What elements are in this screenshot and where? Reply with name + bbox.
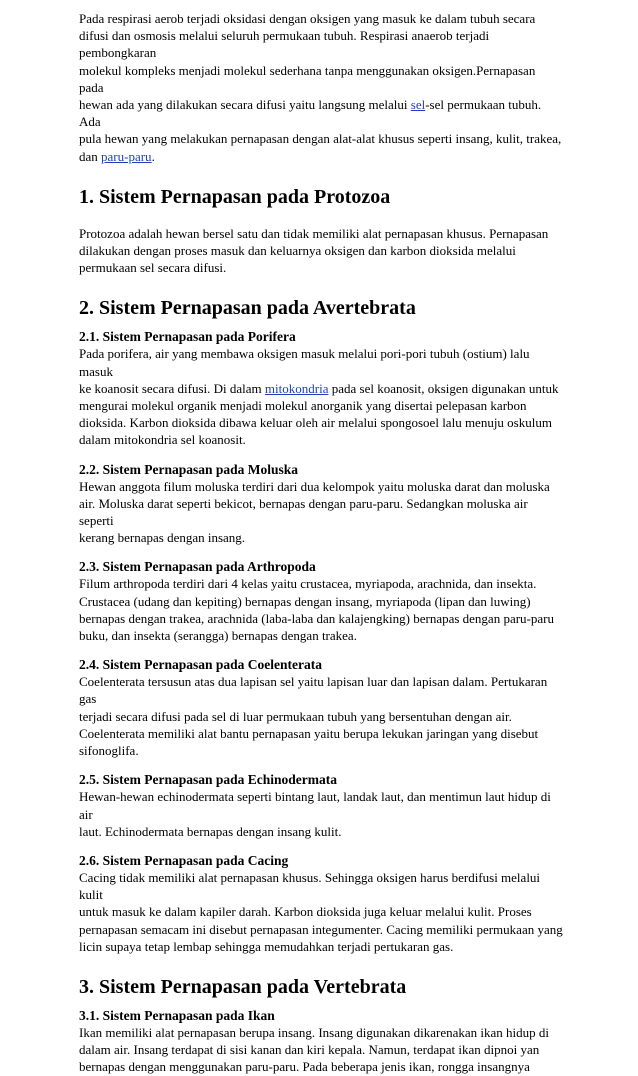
paragraph-text: ke koanosit secara difusi. Di dalam xyxy=(79,380,265,396)
paragraph-line: Hewan-hewan echinodermata seperti bintang laut, landak laut, dan mentimun laut hidup di air xyxy=(79,789,551,822)
link-mitokondria[interactable]: mitokondria xyxy=(264,380,329,396)
paragraph-line: Pada porifera, air yang membawa oksigen masuk melalui pori-pori tubuh (ostium) lalu masuk xyxy=(79,346,530,379)
intro-line: difusi dan osmosis melalui seluruh permukaan tubuh. Respirasi anaerob terjadi pembongkaran xyxy=(79,28,490,61)
subheading-cacing: 2.6. Sistem Pernapasan pada Cacing xyxy=(79,852,289,868)
paragraph-line: pernapasan semacam ini disebut pernapasan integumenter. Cacing memiliki permukaan yang xyxy=(79,921,563,937)
paragraph-text: pada sel koanosit, oksigen digunakan untuk xyxy=(328,380,559,396)
subheading-ikan: 3.1. Sistem Pernapasan pada Ikan xyxy=(79,1007,275,1023)
paragraph-line: laut. Echinodermata bernapas dengan insang kulit. xyxy=(79,823,342,839)
echinodermata-paragraph xyxy=(79,788,563,840)
intro-text: . xyxy=(151,148,155,164)
intro-line: pula hewan yang melakukan pernapasan dengan alat-alat khusus seperti insang, kulit, trakea, xyxy=(79,131,562,147)
arthropoda-paragraph xyxy=(79,575,563,644)
document-body xyxy=(79,10,563,1076)
section-heading-protozoa: 1. Sistem Pernapasan pada Protozoa xyxy=(79,185,391,208)
paragraph-line: Coelenterata tersusun atas dua lapisan sel yaitu lapisan luar dan lapisan dalam. Pertukaran gas xyxy=(79,674,548,707)
paragraph-line: Ikan memiliki alat pernapasan berupa insang. Insang digunakan dikarenakan ikan hidup di xyxy=(79,1024,550,1040)
cacing-paragraph xyxy=(79,869,563,955)
intro-text: -sel permukaan tubuh. Ada xyxy=(79,97,542,130)
subheading-moluska: 2.2. Sistem Pernapasan pada Moluska xyxy=(79,461,299,477)
ikan-paragraph xyxy=(79,1024,563,1076)
paragraph-line: licin supaya tetap lembap sehingga memudahkan terjadi pertukaran gas. xyxy=(79,938,454,954)
intro-text: hewan ada yang dilakukan secara difusi yaitu langsung melalui xyxy=(79,97,411,113)
section-heading-vertebrata: 3. Sistem Pernapasan pada Vertebrata xyxy=(79,975,407,998)
intro-line xyxy=(79,148,563,165)
link-paru-paru[interactable]: paru-paru xyxy=(101,148,152,164)
paragraph-line: bernapas dengan trakea, arachnida (laba-laba dan kalajengking) bernapas dengan paru-paru xyxy=(79,610,554,626)
paragraph-line: Hewan anggota filum moluska terdiri dari dua kelompok yaitu moluska darat dan moluska xyxy=(79,478,550,494)
paragraph-line: dalam mitokondria sel koanosit. xyxy=(79,432,246,448)
subheading-arthropoda: 2.3. Sistem Pernapasan pada Arthropoda xyxy=(79,559,316,575)
subheading-coelenterata: 2.4. Sistem Pernapasan pada Coelenterata xyxy=(79,657,322,673)
paragraph-line: kerang bernapas dengan insang. xyxy=(79,530,246,546)
section-heading-avertebrata: 2. Sistem Pernapasan pada Avertebrata xyxy=(79,297,416,320)
subheading-echinodermata: 2.5. Sistem Pernapasan pada Echinodermata xyxy=(79,772,338,788)
paragraph-line: dilakukan dengan proses masuk dan keluarnya oksigen dan karbon dioksida melalui xyxy=(79,243,516,259)
intro-paragraph xyxy=(79,10,563,165)
paragraph-line: dalam air. Insang terdapat di sisi kanan dan kiri kepala. Namun, terdapat ikan dipnoi yan xyxy=(79,1042,540,1058)
paragraph-line: Cacing tidak memiliki alat pernapasan khusus. Sehingga oksigen harus berdifusi melalui kulit xyxy=(79,869,541,903)
paragraph-line: Filum arthropoda terdiri dari 4 kelas yaitu crustacea, myriapoda, arachnida, dan insekta. xyxy=(79,576,537,592)
paragraph-line: mengurai molekul organik menjadi molekul anorganik yang disertai pelepasan karbon xyxy=(79,398,527,414)
paragraph-line: dioksida. Karbon dioksida dibawa keluar oleh air melalui spongosoel lalu menuju oskulum xyxy=(79,415,552,431)
subheading-porifera: 2.1. Sistem Pernapasan pada Porifera xyxy=(79,329,296,345)
protozoa-paragraph xyxy=(79,225,563,277)
paragraph-line: Coelenterata memiliki alat bantu pernapasan yaitu berupa lekukan jaringan yang disebut xyxy=(79,725,539,741)
paragraph-line: bernapas dengan menggunakan paru-paru. Pada beberapa jenis ikan, rongga insangnya xyxy=(79,1059,530,1075)
intro-line xyxy=(79,96,563,130)
porifera-paragraph xyxy=(79,345,563,448)
paragraph-line xyxy=(79,380,563,397)
paragraph-line: sifonoglifa. xyxy=(79,743,139,759)
paragraph-line: terjadi secara difusi pada sel di luar permukaan tubuh yang bersentuhan dengan air. xyxy=(79,708,512,724)
paragraph-line: permukaan sel secara difusi. xyxy=(79,260,227,276)
paragraph-line: buku, dan insekta (serangga) bernapas dengan trakea. xyxy=(79,628,357,644)
paragraph-line: Crustacea (udang dan kepiting) bernapas dengan insang, myriapoda (lipan dan luwing) xyxy=(79,593,531,609)
coelenterata-paragraph xyxy=(79,673,563,759)
link-sel[interactable]: sel xyxy=(410,97,426,113)
intro-text: dan xyxy=(79,148,102,164)
intro-line: Pada respirasi aerob terjadi oksidasi dengan oksigen yang masuk ke dalam tubuh secara xyxy=(79,11,536,26)
paragraph-line: untuk masuk ke dalam kapiler darah. Karbon dioksida juga keluar melalui kulit. Proses xyxy=(79,904,532,920)
moluska-paragraph xyxy=(79,478,563,547)
intro-line: molekul kompleks menjadi molekul sederhana tanpa menggunakan oksigen.Pernapasan pada xyxy=(79,62,536,95)
paragraph-line: Protozoa adalah hewan bersel satu dan tidak memiliki alat pernapasan khusus. Pernapasan xyxy=(79,225,549,241)
paragraph-line: air. Moluska darat seperti bekicot, bernapas dengan paru-paru. Sedangkan moluska air seperti xyxy=(79,495,528,529)
